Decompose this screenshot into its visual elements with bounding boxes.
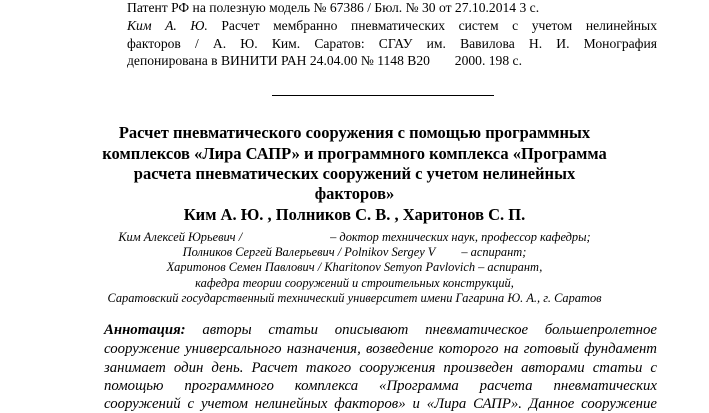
reference-patent: Патент РФ на полезную модель № 67386 / Бюл. № 30 от 27.10.2014 3 с. bbox=[127, 0, 540, 15]
reference-author: Ким А. Ю. bbox=[127, 18, 208, 33]
article-title-line2: комплексов «Лира САПР» и программного комплекса «Программа bbox=[102, 144, 607, 163]
affiliation-kharitonov: Харитонов Семен Павлович / Kharitonov Semyon Pavlovich – аспирант, bbox=[166, 260, 543, 274]
reference-kim-line2: факторов / А. Ю. Ким. Саратов: СГАУ им. Вавилова Н. И. Монография bbox=[127, 36, 657, 51]
abstract-text-1: авторы статьи описывают пневматическое большепролетное bbox=[202, 322, 657, 338]
affiliation-department: кафедра теории сооружений и строительных конструкций, bbox=[195, 276, 514, 290]
reference-title: Расчет мембранно пневматических систем с учетом нелинейных bbox=[221, 18, 657, 33]
polnikov-role: – аспирант; bbox=[461, 245, 527, 259]
reference-kim-line3 bbox=[127, 53, 657, 69]
abstract-line5: сооружений с учетом нелинейных факторов» и «Лира САПР». Данное сооружение bbox=[104, 396, 657, 412]
reference-deposit: депонирована в ВИНИТИ РАН 24.04.00 № 1148 В20 bbox=[127, 53, 430, 68]
article-authors: Ким А. Ю. , Полников С. В. , Харитонов С. П. bbox=[183, 205, 526, 224]
abstract-line4: помощью программного комплекса «Программа расчета пневматических bbox=[104, 378, 657, 394]
abstract-label: Аннотация: bbox=[104, 322, 186, 338]
affiliation-university: Саратовский государственный технический университет имени Гагарина Ю. А., г. Саратов bbox=[107, 291, 602, 305]
kim-name: Ким Алексей Юрьевич / bbox=[118, 230, 243, 244]
article-title-line1: Расчет пневматического сооружения с помощью программных bbox=[118, 123, 591, 142]
reference-year: 2000. 198 с. bbox=[454, 53, 522, 68]
section-divider bbox=[272, 95, 494, 96]
abstract-line1 bbox=[104, 322, 657, 339]
polnikov-name: Полников Сергей Валерьевич / Polnikov Sergey V bbox=[182, 245, 436, 259]
abstract-line2: сооружение универсального назначения, возведение которого на готовый фундамент bbox=[104, 341, 657, 357]
affiliation-polnikov bbox=[0, 245, 709, 260]
reference-kim-line1 bbox=[127, 18, 657, 34]
kim-role: – доктор технических наук, профессор кафедры; bbox=[330, 230, 591, 244]
article-title-line4: факторов» bbox=[314, 184, 395, 203]
affiliation-kim bbox=[0, 230, 709, 245]
abstract-line3: занимает один день. Расчет такого сооружения произведен авторами статьи с bbox=[104, 360, 657, 376]
article-title-line3: расчета пневматических сооружений с учетом нелинейных bbox=[133, 164, 576, 183]
